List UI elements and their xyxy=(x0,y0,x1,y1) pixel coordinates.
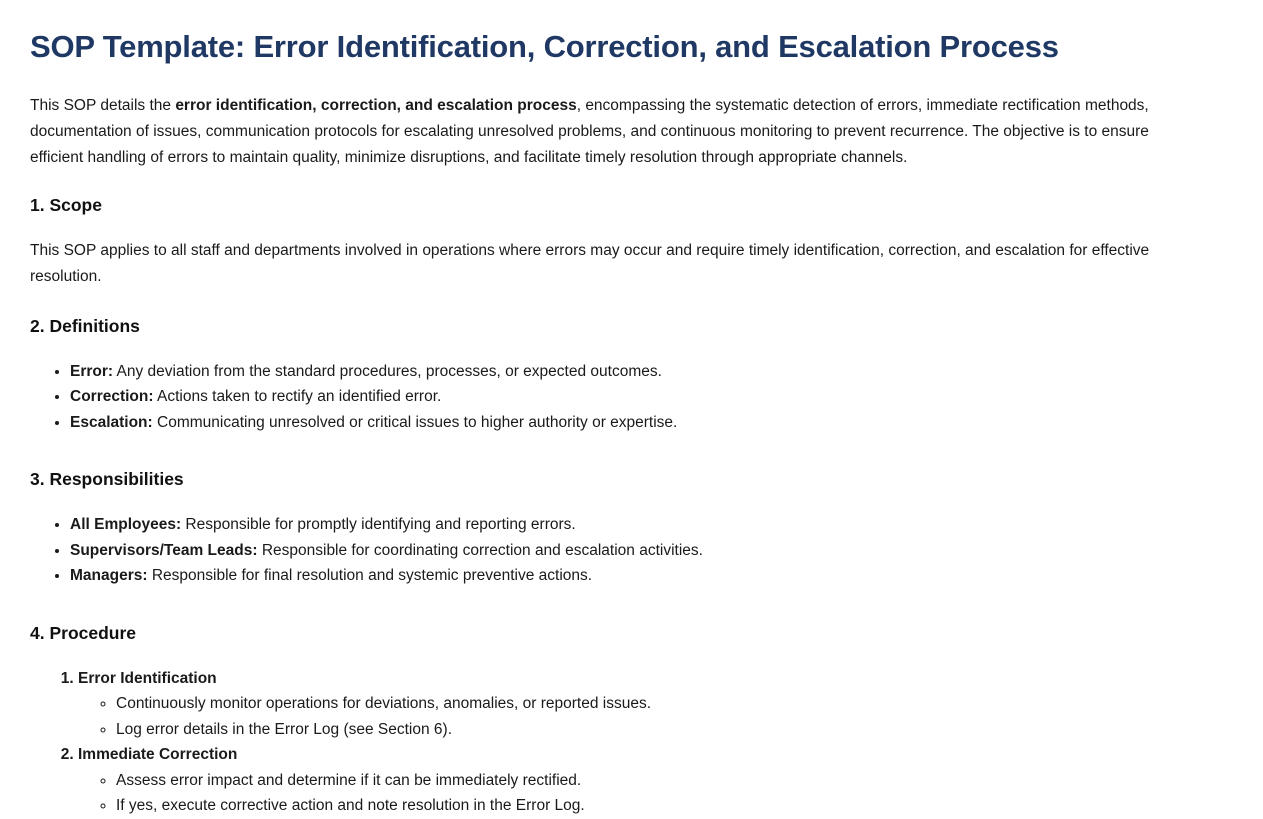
definitions-list xyxy=(30,359,1185,436)
list-item: ◦ If yes, execute corrective action and note resolution in the Error Log. xyxy=(116,793,1185,819)
procedure-list xyxy=(30,666,1185,819)
list-item: ◦ Log error details in the Error Log (see Section 6). xyxy=(116,717,1185,743)
section-heading-procedure: 4. Procedure xyxy=(30,622,137,643)
list-item xyxy=(78,742,1185,819)
intro-paragraph xyxy=(30,93,1185,171)
section-responsibilities xyxy=(30,469,1185,589)
responsibility-role: All Employees: xyxy=(70,516,182,534)
intro-bold-phrase: error identification, correction, and escalation process xyxy=(175,96,577,114)
section-scope xyxy=(30,195,1185,290)
section-procedure xyxy=(30,623,1185,819)
responsibility-role: Managers: xyxy=(70,567,148,585)
intro-lead-text: This SOP details the xyxy=(30,96,176,114)
list-item: ◦ Continuously monitor operations for deviations, anomalies, or reported issues. xyxy=(116,691,1185,717)
list-item xyxy=(70,512,1185,538)
page-title: SOP Template: Error Identification, Correction, and Escalation Process xyxy=(30,29,1059,64)
definition-term: Correction: xyxy=(70,388,154,406)
list-item xyxy=(70,410,1185,436)
responsibility-text: Responsible for coordinating correction and escalation activities. xyxy=(257,541,703,559)
procedure-step-title: Immediate Correction xyxy=(78,746,238,764)
procedure-substep-list xyxy=(78,768,1185,819)
procedure-substep-list xyxy=(78,691,1185,742)
list-item xyxy=(70,384,1185,410)
list-item xyxy=(70,563,1185,589)
section-heading-responsibilities: 3. Responsibilities xyxy=(30,469,184,490)
definition-text: Communicating unresolved or critical issues to higher authority or expertise. xyxy=(152,413,678,431)
list-item: ◦ Assess error impact and determine if it can be immediately rectified. xyxy=(116,768,1185,794)
definition-text: Actions taken to rectify an identified error. xyxy=(153,388,442,406)
definition-term: Escalation: xyxy=(70,413,153,431)
responsibility-text: Responsible for promptly identifying and reporting errors. xyxy=(181,516,576,534)
list-item xyxy=(70,538,1185,564)
definition-text: Any deviation from the standard procedures, processes, or expected outcomes. xyxy=(113,362,662,380)
responsibility-role: Supervisors/Team Leads: xyxy=(70,541,258,559)
definition-term: Error: xyxy=(70,362,114,380)
responsibilities-list xyxy=(30,512,1185,589)
scope-paragraph: This SOP applies to all staff and departments involved in operations where errors may occur and require timely identification, correction, and escalation for effective resolution. xyxy=(30,241,1150,285)
section-definitions xyxy=(30,316,1185,436)
responsibility-text: Responsible for final resolution and systemic preventive actions. xyxy=(147,567,593,585)
list-item xyxy=(78,666,1185,743)
intro-rest-text: , encompassing the systematic detection of errors, immediate rectification methods, documentation of issues, communication protocols for escalating unresolved problems, and continuous monitoring to prevent recurrence. The objective is to ensure efficient handling of errors to maintain quality, minimize disruptions, and facilitate timely resolution through appropriate channels. xyxy=(30,96,1149,166)
section-heading-definitions: 2. Definitions xyxy=(30,315,140,336)
procedure-step-title: Error Identification xyxy=(78,669,217,687)
section-heading-scope: 1. Scope xyxy=(30,194,102,215)
list-item xyxy=(70,359,1185,385)
